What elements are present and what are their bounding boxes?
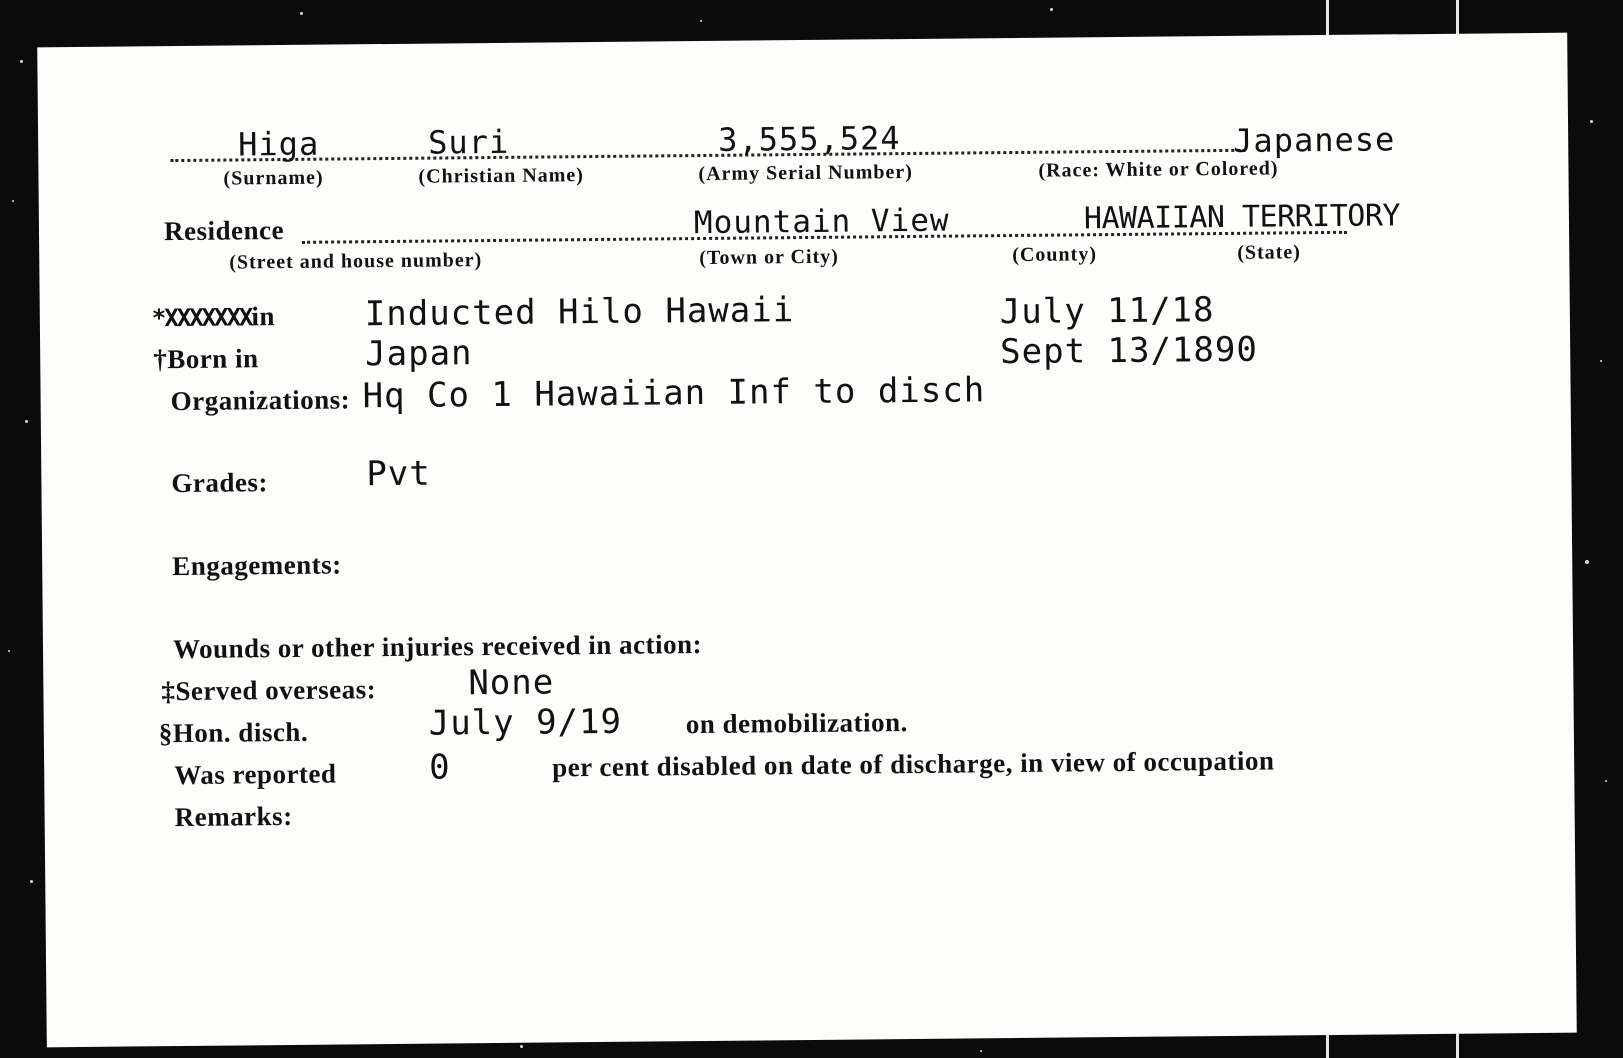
born-date: Sept 13/1890 <box>1000 329 1259 373</box>
was-reported-suffix: per cent disabled on date of discharge, in view of occupation <box>552 745 1275 783</box>
state-caption: (State) <box>1237 241 1302 264</box>
enlisted-label <box>152 301 275 333</box>
christian-name-value: Suri <box>427 122 510 162</box>
street-caption: (Street and house number) <box>229 249 483 274</box>
was-reported-label: Was reported <box>174 758 337 791</box>
served-overseas-label: ‡Served overseas: <box>161 674 377 707</box>
grades-label: Grades: <box>171 467 269 499</box>
christian-name-caption: (Christian Name) <box>418 164 585 188</box>
grades-value: Pvt <box>366 453 431 495</box>
enlisted-suffix: in <box>251 301 276 332</box>
race-caption: (Race: White or Colored) <box>1038 157 1279 182</box>
organizations-value: Hq Co 1 Hawaiian Inf to disch <box>362 370 986 417</box>
surname-caption: (Surname) <box>223 166 324 190</box>
race-value: Japanese <box>1233 120 1396 160</box>
serial-number-value: 3,555,524 <box>717 119 901 159</box>
town-value: Mountain View <box>693 202 950 242</box>
remarks-label: Remarks: <box>174 800 293 833</box>
residence-label: Residence <box>163 215 285 247</box>
serial-number-caption: (Army Serial Number) <box>698 160 913 186</box>
engagements-label: Engagements: <box>172 549 342 582</box>
born-value: Japan <box>365 333 473 375</box>
hon-disch-suffix: on demobilization. <box>685 707 908 740</box>
wounds-label: Wounds or other injuries received in action: <box>172 629 703 665</box>
disability-percent-value: 0 <box>428 747 451 788</box>
county-caption: (County) <box>1012 243 1098 267</box>
born-label: †Born in <box>153 343 259 375</box>
service-record-card <box>37 33 1577 1048</box>
hon-disch-value: July 9/19 <box>428 701 623 744</box>
surname-value: Higa <box>237 124 320 164</box>
struck-text: *XXXXXXX <box>151 303 252 333</box>
film-edge-line <box>1456 1030 1459 1058</box>
served-overseas-value: None <box>468 662 555 704</box>
enlisted-value: Inducted Hilo Hawaii <box>364 290 795 335</box>
town-caption: (Town or City) <box>699 245 839 270</box>
state-value: HAWAIIAN TERRITORY <box>1083 198 1401 237</box>
enlisted-date: July 11/18 <box>999 290 1215 333</box>
hon-disch-label: §Hon. disch. <box>158 716 309 749</box>
organizations-label: Organizations: <box>170 384 351 417</box>
